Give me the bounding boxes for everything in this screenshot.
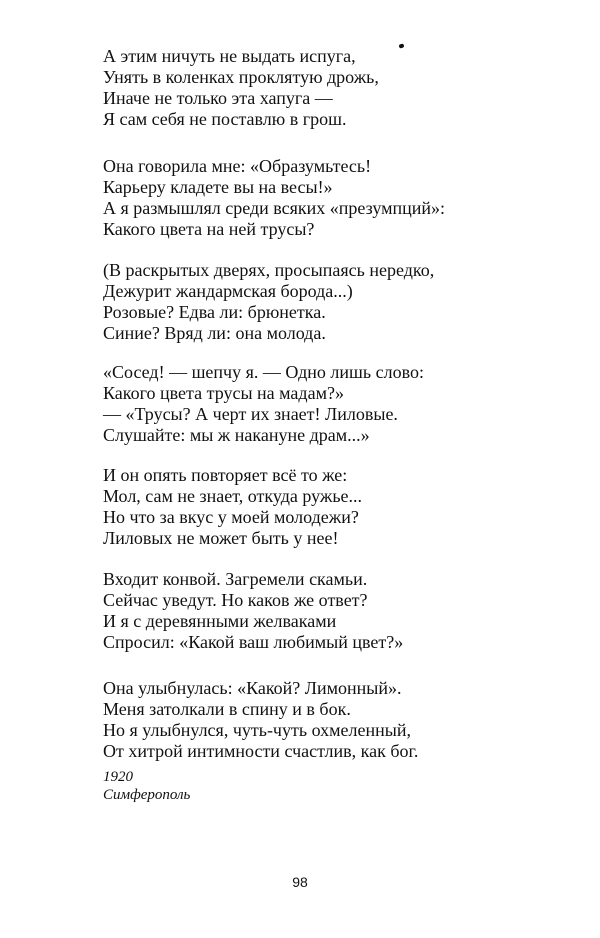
stanza-7 (103, 678, 563, 762)
poem-line: И он опять повторяет всё то же: (103, 465, 348, 485)
poem-year: 1920 (103, 769, 133, 785)
poem-line: (В раскрытых дверях, просыпаясь нередко, (103, 260, 435, 280)
poem-line: Она улыбнулась: «Какой? Лимонный». (103, 678, 402, 698)
poem-place: Симферополь (103, 787, 191, 803)
poem-line: А этим ничуть не выдать испуга, (103, 46, 356, 66)
stanza-4 (103, 362, 563, 446)
poem-line: Меня затолкали в спину и в бок. (103, 699, 351, 719)
stanza-5 (103, 465, 563, 549)
poem-line: Но я улыбнулся, чуть-чуть охмеленный, (103, 720, 411, 740)
poem-line: Спросил: «Какой ваш любимый цвет?» (103, 632, 404, 652)
poem-line: Дежурит жандармская борода...) (103, 281, 353, 301)
stanza-1 (103, 46, 563, 130)
poem-line: Мол, сам не знает, откуда ружье... (103, 486, 363, 506)
poem-line: И я с деревянными желваками (103, 611, 337, 631)
poem-line: Сейчас уведут. Но каков же ответ? (103, 590, 368, 610)
poem-line: Лиловых не может быть у нее! (103, 528, 339, 548)
stanza-6 (103, 569, 563, 653)
stanza-3 (103, 260, 563, 344)
poem-line: Розовые? Едва ли: брюнетка. (103, 302, 326, 322)
poem-line: — «Трусы? А черт их знает! Лиловые. (103, 404, 398, 424)
poem-line: Унять в коленках проклятую дрожь, (103, 67, 379, 87)
poem-line: От хитрой интимности счастлив, как бог. (103, 741, 419, 761)
poem-line: А я размышлял среди всяких «презумпций»: (103, 198, 446, 218)
poem-line: «Сосед! — шепчу я. — Одно лишь слово: (103, 362, 424, 382)
poem-line: Карьеру кладете вы на весы!» (103, 177, 333, 197)
poem-dateline (103, 768, 190, 804)
poem-line: Иначе не только эта хапуга — (103, 88, 333, 108)
poem-line: Входит конвой. Загремели скамьи. (103, 569, 368, 589)
poem-line: Синие? Вряд ли: она молода. (103, 323, 326, 343)
stanza-2 (103, 156, 563, 240)
poem-line: Я сам себя не поставлю в грош. (103, 109, 347, 129)
poem-line: Но что за вкус у моей молодежи? (103, 507, 359, 527)
poem-line: Какого цвета на ней трусы? (103, 219, 315, 239)
page-number: 98 (292, 874, 308, 890)
poem-line: Слушайте: мы ж накануне драм...» (103, 425, 370, 445)
poem-line: Она говорила мне: «Образумьтесь! (103, 156, 372, 176)
poem-line: Какого цвета трусы на мадам?» (103, 383, 344, 403)
